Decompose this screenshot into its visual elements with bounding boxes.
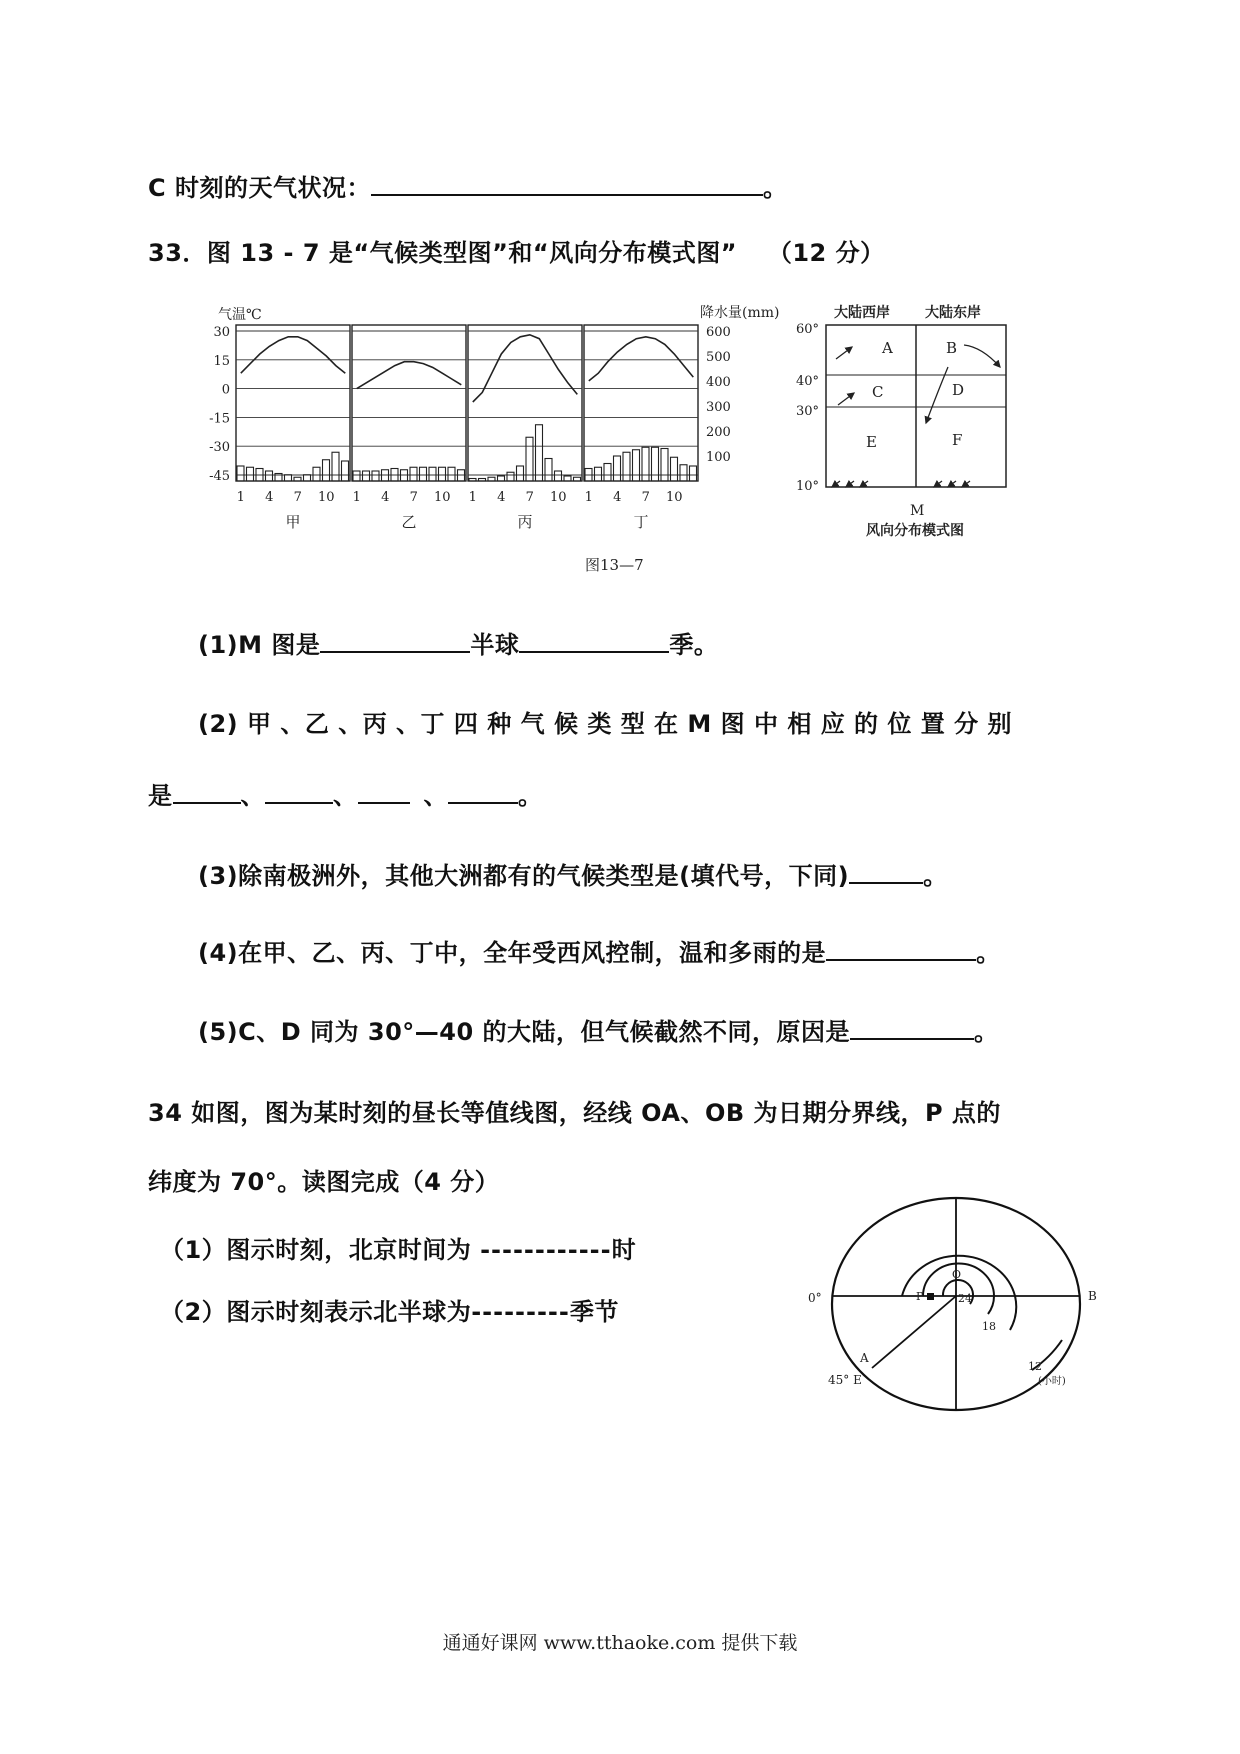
month-tick-label: 1 bbox=[468, 490, 477, 505]
q34-sub2-end: 季节 bbox=[569, 1298, 619, 1326]
climate-panel-frame bbox=[352, 325, 466, 481]
label-a: A bbox=[860, 1351, 869, 1365]
label-18: 18 bbox=[982, 1320, 996, 1333]
m-cell-a: A bbox=[882, 339, 893, 357]
q34-line1: 34 如图，图为某时刻的昼长等值线图，经线 OA、OB 为日期分界线，P 点的 bbox=[148, 1099, 1001, 1127]
temp-tick-label: 30 bbox=[213, 325, 230, 340]
figure-caption: 图13—7 bbox=[585, 556, 644, 574]
m-wind-arrow-c bbox=[838, 393, 854, 405]
q33-sub2-sep-1: 、 bbox=[240, 782, 265, 810]
precip-bar bbox=[652, 447, 659, 481]
precip-bar bbox=[498, 476, 505, 481]
m-west-coast: 大陆西岸 bbox=[834, 305, 890, 321]
q33-sub2-end: 。 bbox=[518, 782, 543, 810]
precip-bar bbox=[614, 456, 621, 481]
climate-panel-frame bbox=[236, 325, 350, 481]
precip-bar bbox=[661, 449, 668, 482]
label-o: O bbox=[952, 1268, 962, 1281]
q34-sub2-dashes[interactable]: --------- bbox=[471, 1298, 570, 1326]
month-tick-label: 10 bbox=[317, 490, 335, 505]
q32-end: 。 bbox=[762, 174, 788, 202]
precip-tick-label: 300 bbox=[706, 400, 731, 415]
q33-sub2-blank-2[interactable] bbox=[265, 778, 333, 804]
q34-sub2-text: （2）图示时刻表示北半球为 bbox=[160, 1298, 472, 1326]
label-45e: 45° E bbox=[828, 1373, 862, 1387]
precip-bar bbox=[479, 479, 486, 482]
line-oa bbox=[872, 1296, 956, 1368]
precip-bar bbox=[429, 467, 436, 481]
precip-bar bbox=[469, 479, 476, 482]
q32-weather-text: C 时刻的天气状况： bbox=[148, 174, 371, 202]
month-tick-label: 1 bbox=[236, 490, 245, 505]
figure-13-7 bbox=[200, 295, 1020, 585]
precip-tick-label: 100 bbox=[706, 450, 731, 465]
q33-sub2-prefix: 是 bbox=[148, 782, 173, 810]
month-tick-label: 10 bbox=[549, 490, 567, 505]
q33-sub4-end: 。 bbox=[976, 939, 1001, 967]
q34-sub1-dashes[interactable]: ------------ bbox=[480, 1236, 612, 1264]
m-lat-10: 10° bbox=[796, 479, 820, 494]
q33-sub2-line1: (2) 甲 、乙 、丙 、丁 四 种 气 候 类 型 在 M 图 中 相 应 的 位 置 分 别 bbox=[198, 710, 1012, 738]
q33-sub5-text: (5)C、D 同为 30°—40 的大陆，但气候截然不同，原因是 bbox=[198, 1018, 851, 1046]
temperature-curve bbox=[589, 337, 694, 381]
precip-bar bbox=[507, 472, 514, 481]
precip-bar bbox=[680, 465, 687, 481]
climate-chart-label: 乙 bbox=[401, 513, 417, 531]
precip-bar bbox=[342, 461, 349, 481]
month-tick-label: 4 bbox=[381, 490, 390, 505]
precip-bar bbox=[517, 466, 524, 481]
q33-sub1-blank-hemisphere[interactable] bbox=[320, 627, 470, 653]
month-tick-label: 10 bbox=[665, 490, 683, 505]
temp-tick-label: 15 bbox=[213, 353, 230, 369]
temp-tick-label: -15 bbox=[209, 411, 230, 427]
temp-tick-label: 0 bbox=[221, 382, 230, 398]
q33-sub1-blank-season[interactable] bbox=[519, 627, 669, 653]
precip-bar bbox=[266, 471, 273, 481]
precip-tick-label: 400 bbox=[706, 375, 731, 390]
q34-daylength-diagram bbox=[800, 1190, 1120, 1420]
temp-axis-title: 气温℃ bbox=[218, 307, 262, 323]
m-map-name: M bbox=[910, 503, 925, 519]
q33-sub1-c: 季。 bbox=[669, 631, 719, 659]
m-east-coast: 大陆东岸 bbox=[925, 305, 981, 321]
temp-tick-label: -30 bbox=[209, 440, 230, 456]
q33-sub2-blank-4[interactable] bbox=[448, 778, 518, 804]
precip-tick-label: 600 bbox=[706, 325, 731, 340]
month-tick-label: 10 bbox=[433, 490, 451, 505]
page-footer: 通通好课网 www.tthaoke.com 提供下载 bbox=[442, 1632, 798, 1654]
precip-tick-label: 200 bbox=[706, 425, 731, 440]
temperature-curve bbox=[357, 362, 462, 389]
m-lat-40: 40° bbox=[796, 374, 820, 389]
label-0-deg: 0° bbox=[808, 1291, 822, 1305]
precip-bar bbox=[410, 467, 417, 481]
q33-sub3-end: 。 bbox=[923, 862, 948, 890]
climate-chart-label: 甲 bbox=[285, 513, 301, 531]
temp-tick-label: -45 bbox=[209, 469, 230, 484]
q34-sub1-end: 时 bbox=[611, 1236, 637, 1264]
climate-chart-label: 丙 bbox=[517, 513, 533, 531]
q33-score: （12 分） bbox=[767, 239, 885, 267]
m-cell-b: B bbox=[946, 339, 958, 357]
q33-sub5 bbox=[198, 1012, 999, 1047]
q33-sub2-sep-2: 、 bbox=[333, 782, 358, 810]
precip-bar bbox=[595, 467, 602, 481]
temperature-curve bbox=[241, 337, 345, 373]
q34-sub1-text: （1）图示时刻，北京时间为 bbox=[160, 1236, 481, 1264]
month-tick-label: 7 bbox=[293, 490, 302, 505]
label-hours: (小时) bbox=[1038, 1376, 1066, 1387]
q33-sub2-blank-1[interactable] bbox=[173, 778, 241, 804]
q33-sub4 bbox=[198, 933, 1001, 968]
precip-bar bbox=[237, 466, 244, 481]
m-wind-arrow-a bbox=[836, 347, 852, 359]
precip-bar bbox=[545, 459, 552, 482]
m-lat-30: 30° bbox=[796, 404, 820, 419]
precip-bar bbox=[633, 450, 640, 481]
month-tick-label: 1 bbox=[584, 490, 593, 505]
month-tick-label: 4 bbox=[613, 490, 622, 505]
temperature-curve bbox=[473, 335, 578, 402]
precip-bar bbox=[304, 475, 311, 481]
q34-sub1 bbox=[160, 1230, 636, 1265]
q33-sub1 bbox=[198, 625, 718, 660]
q33-sub2-line2 bbox=[148, 776, 543, 811]
precip-bar bbox=[372, 471, 379, 481]
q34-sub2 bbox=[160, 1292, 619, 1327]
precip-bar bbox=[536, 425, 543, 481]
q33-sub2-blank-3[interactable] bbox=[358, 778, 410, 804]
q33-sub1-b: 半球 bbox=[470, 631, 520, 659]
label-b: B bbox=[1088, 1289, 1097, 1303]
m-wind-map bbox=[796, 304, 1006, 539]
q33-sub3-blank[interactable] bbox=[849, 858, 923, 884]
m-map-title: 风向分布模式图 bbox=[866, 523, 964, 539]
month-tick-label: 7 bbox=[641, 490, 650, 505]
m-wind-arrow-b bbox=[964, 345, 1000, 367]
label-24: 24 bbox=[958, 1292, 972, 1305]
precip-bar bbox=[285, 475, 292, 481]
m-cell-f: F bbox=[952, 431, 963, 449]
q33-sub2-sep-3: 、 bbox=[423, 782, 448, 810]
q33-sub5-end: 。 bbox=[974, 1018, 999, 1046]
m-cell-d: D bbox=[952, 381, 965, 399]
q32-answer-blank[interactable] bbox=[371, 170, 763, 196]
q33-sub3 bbox=[198, 856, 948, 891]
climate-panel-frame bbox=[468, 325, 582, 481]
precip-bar bbox=[439, 467, 446, 481]
m-trade-wind-arrows bbox=[832, 481, 970, 487]
precip-bar bbox=[323, 460, 330, 481]
q32-weather-line bbox=[148, 168, 787, 203]
climate-panel-frame bbox=[584, 325, 698, 481]
precip-bar bbox=[690, 466, 697, 481]
precip-bar bbox=[526, 437, 533, 481]
q33-sub5-blank[interactable] bbox=[850, 1014, 974, 1040]
month-tick-label: 4 bbox=[265, 490, 274, 505]
month-tick-label: 7 bbox=[409, 490, 418, 505]
q33-sub4-blank[interactable] bbox=[826, 935, 976, 961]
precip-bar bbox=[642, 447, 649, 481]
m-cell-e: E bbox=[866, 433, 877, 451]
q33-sub3-text: (3)除南极洲外，其他大洲都有的气候类型是(填代号，下同) bbox=[198, 862, 850, 890]
q33-title-text: 33．图 13 - 7 是“气候类型图”和“风向分布模式图” bbox=[148, 239, 737, 267]
q33-title bbox=[148, 233, 885, 268]
precip-axis-title: 降水量(mm) bbox=[700, 305, 780, 321]
month-tick-label: 7 bbox=[525, 490, 534, 505]
precip-bar bbox=[332, 452, 339, 481]
q33-sub4-text: (4)在甲、乙、丙、丁中，全年受西风控制，温和多雨的是 bbox=[198, 939, 827, 967]
precip-bar bbox=[671, 457, 678, 481]
label-p: P bbox=[916, 1290, 924, 1303]
precip-bar bbox=[247, 467, 254, 481]
precip-bar bbox=[353, 471, 360, 481]
q33-sub1-a: (1)M 图是 bbox=[198, 631, 321, 659]
precip-bar bbox=[555, 471, 562, 481]
precip-bar bbox=[604, 464, 611, 482]
precip-bar bbox=[623, 452, 630, 481]
m-cell-c: C bbox=[872, 383, 884, 401]
precip-bar bbox=[564, 476, 571, 481]
point-p-marker bbox=[927, 1293, 934, 1300]
label-12: 12 bbox=[1028, 1360, 1042, 1373]
climate-chart-label: 丁 bbox=[633, 513, 649, 531]
precip-bar bbox=[420, 467, 427, 481]
climate-charts-group bbox=[209, 325, 731, 531]
month-tick-label: 1 bbox=[352, 490, 361, 505]
month-tick-label: 4 bbox=[497, 490, 506, 505]
precip-tick-label: 500 bbox=[706, 350, 731, 365]
precip-bar bbox=[313, 467, 320, 481]
q34-line2: 纬度为 70°。读图完成（4 分） bbox=[148, 1168, 500, 1196]
precip-bar bbox=[448, 467, 455, 481]
precip-bar bbox=[363, 471, 370, 481]
m-lat-60: 60° bbox=[796, 322, 820, 337]
